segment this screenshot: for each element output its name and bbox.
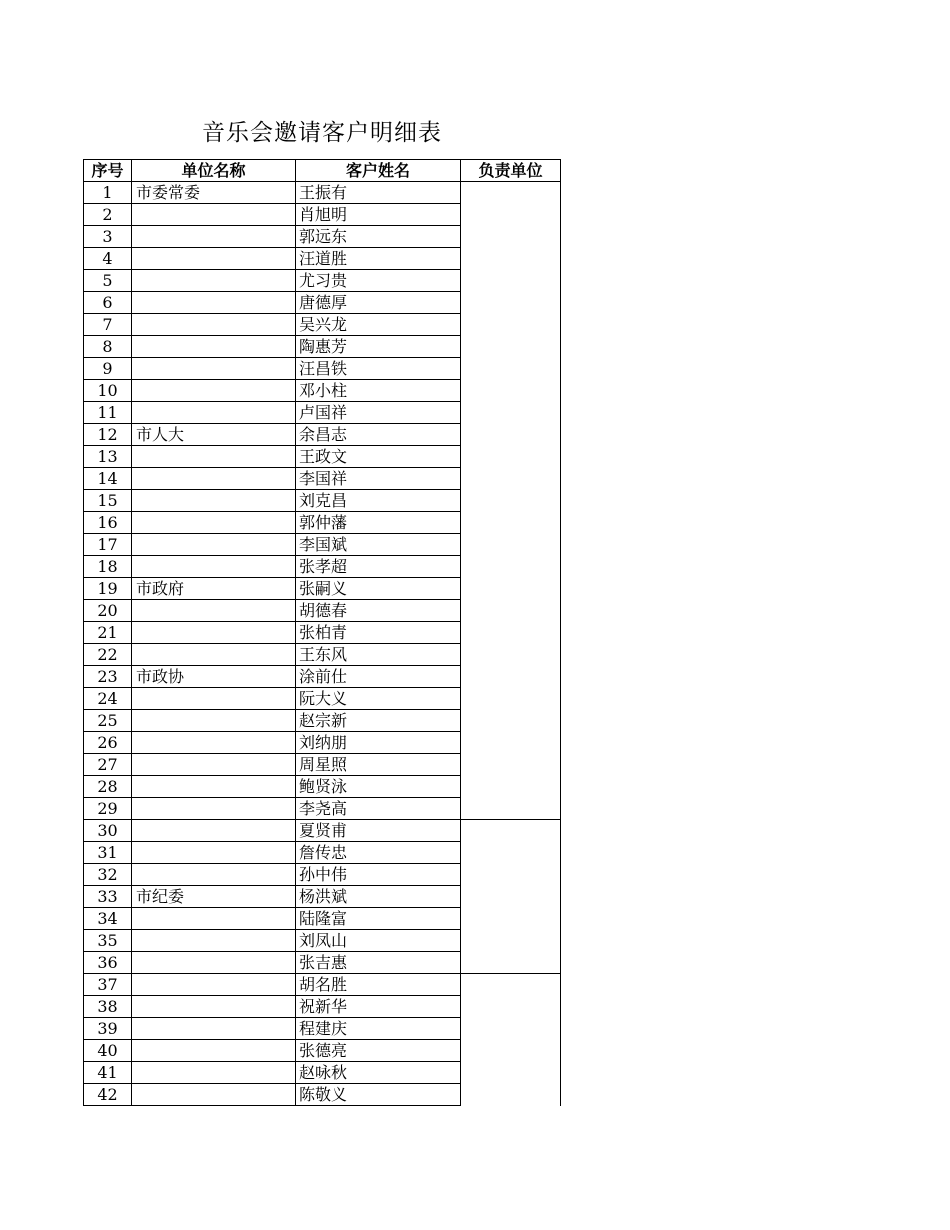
unit-cell [132,226,296,248]
customer-name-cell: 张柏青 [296,622,461,644]
unit-cell [132,930,296,952]
table-row [84,534,561,556]
seq-cell: 10 [84,380,132,402]
seq-cell: 33 [84,886,132,908]
table-row [84,842,561,864]
unit-cell [132,292,296,314]
table-row [84,996,561,1018]
table-row [84,908,561,930]
responsible-cell [461,820,561,842]
unit-cell [132,248,296,270]
responsible-cell [461,688,561,710]
unit-cell [132,732,296,754]
seq-cell: 19 [84,578,132,600]
table-row [84,314,561,336]
customer-name-cell: 刘纳朋 [296,732,461,754]
table-row [84,754,561,776]
customer-name-cell: 肖旭明 [296,204,461,226]
seq-cell: 42 [84,1084,132,1106]
page-title: 音乐会邀请客户明细表 [202,120,442,146]
table-row [84,1062,561,1084]
responsible-cell [461,468,561,490]
customer-name-cell: 李尧高 [296,798,461,820]
customer-name-cell: 李国斌 [296,534,461,556]
seq-cell: 11 [84,402,132,424]
customer-name-cell: 尤习贵 [296,270,461,292]
seq-cell: 18 [84,556,132,578]
responsible-cell [461,578,561,600]
seq-cell: 22 [84,644,132,666]
seq-cell: 23 [84,666,132,688]
table-row [84,578,561,600]
seq-cell: 13 [84,446,132,468]
seq-cell: 27 [84,754,132,776]
customer-name-cell: 陈敬义 [296,1084,461,1106]
table-row [84,424,561,446]
table-row [84,952,561,974]
unit-cell [132,314,296,336]
responsible-cell [461,358,561,380]
customer-name-cell: 程建庆 [296,1018,461,1040]
responsible-cell [461,204,561,226]
customer-name-cell: 郭仲藩 [296,512,461,534]
table-body [84,182,561,1106]
customer-name-cell: 张吉惠 [296,952,461,974]
table-row [84,776,561,798]
customer-name-cell: 詹传忠 [296,842,461,864]
seq-cell: 24 [84,688,132,710]
responsible-cell [461,248,561,270]
seq-cell: 12 [84,424,132,446]
customer-name-cell: 陶惠芳 [296,336,461,358]
responsible-cell [461,1018,561,1040]
unit-cell [132,446,296,468]
unit-cell [132,402,296,424]
customer-name-cell: 汪道胜 [296,248,461,270]
customer-name-cell: 赵宗新 [296,710,461,732]
customer-name-cell: 阮大义 [296,688,461,710]
table-row [84,204,561,226]
unit-cell [132,1018,296,1040]
customer-name-cell: 卢国祥 [296,402,461,424]
table-row [84,336,561,358]
table-row [84,292,561,314]
seq-cell: 2 [84,204,132,226]
unit-cell [132,754,296,776]
customer-name-cell: 张孝超 [296,556,461,578]
seq-cell: 1 [84,182,132,204]
responsible-cell [461,732,561,754]
table-row [84,798,561,820]
unit-cell [132,798,296,820]
customer-name-cell: 夏贤甫 [296,820,461,842]
table-header-row [84,160,561,182]
table-row [84,974,561,996]
unit-cell [132,380,296,402]
unit-cell [132,864,296,886]
responsible-cell [461,1084,561,1106]
table-row [84,732,561,754]
customer-name-cell: 张嗣义 [296,578,461,600]
customer-name-cell: 王振有 [296,182,461,204]
header-responsible: 负责单位 [461,160,561,182]
customer-name-cell: 唐德厚 [296,292,461,314]
unit-cell [132,204,296,226]
table-row [84,468,561,490]
seq-cell: 3 [84,226,132,248]
unit-cell [132,710,296,732]
customer-name-cell: 王政文 [296,446,461,468]
seq-cell: 30 [84,820,132,842]
responsible-cell [461,952,561,974]
unit-cell [132,600,296,622]
responsible-cell [461,534,561,556]
table-row [84,688,561,710]
responsible-cell [461,226,561,248]
unit-cell: 市委常委 [132,182,296,204]
unit-cell [132,336,296,358]
unit-cell: 市人大 [132,424,296,446]
responsible-cell [461,798,561,820]
responsible-cell [461,380,561,402]
responsible-cell [461,182,561,204]
seq-cell: 32 [84,864,132,886]
responsible-cell [461,600,561,622]
seq-cell: 9 [84,358,132,380]
table-row [84,380,561,402]
customer-name-cell: 王东风 [296,644,461,666]
customer-name-cell: 涂前仕 [296,666,461,688]
responsible-cell [461,776,561,798]
unit-cell: 市纪委 [132,886,296,908]
customer-name-cell: 陆隆富 [296,908,461,930]
customer-name-cell: 张德亮 [296,1040,461,1062]
customer-name-cell: 鲍贤泳 [296,776,461,798]
responsible-cell [461,974,561,996]
customer-name-cell: 吴兴龙 [296,314,461,336]
table-row [84,490,561,512]
seq-cell: 8 [84,336,132,358]
seq-cell: 29 [84,798,132,820]
seq-cell: 31 [84,842,132,864]
responsible-cell [461,512,561,534]
responsible-cell [461,842,561,864]
table-row [84,270,561,292]
seq-cell: 37 [84,974,132,996]
table-row [84,1084,561,1106]
table-row [84,226,561,248]
customer-name-cell: 祝新华 [296,996,461,1018]
seq-cell: 39 [84,1018,132,1040]
unit-cell [132,622,296,644]
table-row [84,886,561,908]
table-row [84,512,561,534]
seq-cell: 35 [84,930,132,952]
table-row [84,1018,561,1040]
table-row [84,358,561,380]
seq-cell: 6 [84,292,132,314]
responsible-cell [461,710,561,732]
seq-cell: 26 [84,732,132,754]
seq-cell: 14 [84,468,132,490]
seq-cell: 5 [84,270,132,292]
customer-name-cell: 周星照 [296,754,461,776]
customer-name-cell: 刘凤山 [296,930,461,952]
responsible-cell [461,886,561,908]
customer-name-cell: 李国祥 [296,468,461,490]
seq-cell: 28 [84,776,132,798]
customer-name-cell: 郭远东 [296,226,461,248]
unit-cell [132,468,296,490]
responsible-cell [461,270,561,292]
seq-cell: 21 [84,622,132,644]
table-row [84,600,561,622]
customer-name-cell: 胡德春 [296,600,461,622]
customer-name-cell: 赵咏秋 [296,1062,461,1084]
seq-cell: 7 [84,314,132,336]
header-customer: 客户姓名 [296,160,461,182]
table-row [84,182,561,204]
seq-cell: 4 [84,248,132,270]
unit-cell [132,776,296,798]
table-row [84,556,561,578]
seq-cell: 15 [84,490,132,512]
responsible-cell [461,644,561,666]
table-row [84,710,561,732]
responsible-cell [461,666,561,688]
responsible-cell [461,1062,561,1084]
responsible-cell [461,864,561,886]
unit-cell [132,820,296,842]
seq-cell: 17 [84,534,132,556]
unit-cell [132,1062,296,1084]
responsible-cell [461,556,561,578]
customer-name-cell: 汪昌铁 [296,358,461,380]
unit-cell [132,512,296,534]
customer-name-cell: 杨洪斌 [296,886,461,908]
table-row [84,644,561,666]
table-row [84,248,561,270]
responsible-cell [461,622,561,644]
unit-cell [132,1084,296,1106]
unit-cell [132,974,296,996]
table-row [84,864,561,886]
seq-cell: 16 [84,512,132,534]
responsible-cell [461,402,561,424]
table-row [84,446,561,468]
unit-cell [132,556,296,578]
unit-cell [132,358,296,380]
table-row [84,930,561,952]
unit-cell: 市政协 [132,666,296,688]
seq-cell: 25 [84,710,132,732]
unit-cell [132,908,296,930]
responsible-cell [461,908,561,930]
responsible-cell [461,446,561,468]
unit-cell [132,996,296,1018]
unit-cell [132,952,296,974]
seq-cell: 41 [84,1062,132,1084]
unit-cell [132,270,296,292]
unit-cell [132,1040,296,1062]
customer-name-cell: 胡名胜 [296,974,461,996]
customer-name-cell: 邓小柱 [296,380,461,402]
unit-cell [132,688,296,710]
responsible-cell [461,754,561,776]
unit-cell: 市政府 [132,578,296,600]
header-unit: 单位名称 [132,160,296,182]
responsible-cell [461,314,561,336]
seq-cell: 40 [84,1040,132,1062]
unit-cell [132,490,296,512]
header-seq: 序号 [84,160,132,182]
customer-name-cell: 孙中伟 [296,864,461,886]
responsible-cell [461,292,561,314]
seq-cell: 38 [84,996,132,1018]
table-row [84,622,561,644]
table-row [84,666,561,688]
customer-name-cell: 余昌志 [296,424,461,446]
unit-cell [132,842,296,864]
customer-name-cell: 刘克昌 [296,490,461,512]
unit-cell [132,644,296,666]
responsible-cell [461,424,561,446]
responsible-cell [461,490,561,512]
table-row [84,820,561,842]
responsible-cell [461,336,561,358]
responsible-cell [461,930,561,952]
seq-cell: 20 [84,600,132,622]
table-row [84,402,561,424]
customer-table [83,159,561,1106]
responsible-cell [461,996,561,1018]
table-row [84,1040,561,1062]
responsible-cell [461,1040,561,1062]
unit-cell [132,534,296,556]
seq-cell: 34 [84,908,132,930]
seq-cell: 36 [84,952,132,974]
